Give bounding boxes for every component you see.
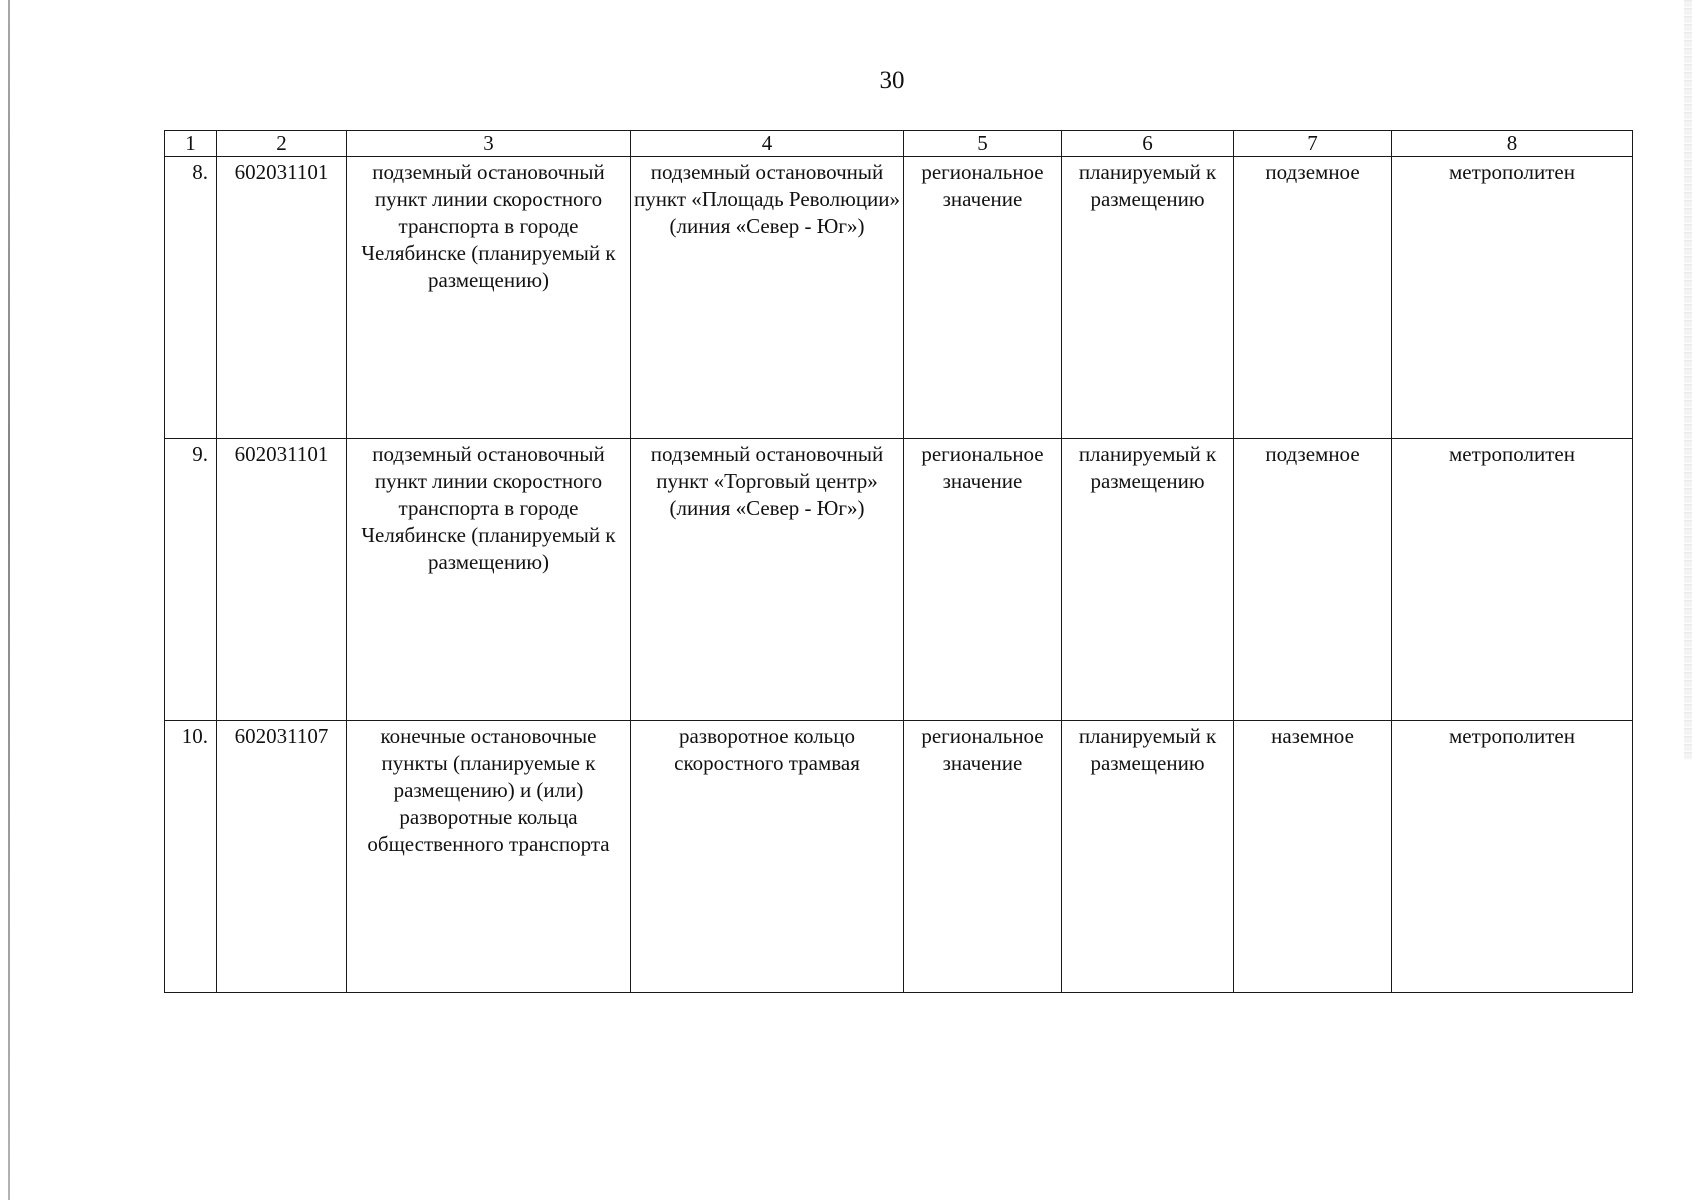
column-number-8: 8: [1392, 131, 1633, 157]
object-code: 602031101: [217, 157, 347, 439]
table-row: [165, 439, 1633, 721]
table-row: [165, 721, 1633, 993]
object-type: подземный остановочный пункт линии скоростного транспорта в городе Челябинске (планируемый к размещению): [347, 439, 631, 721]
row-number: 10.: [165, 721, 217, 993]
object-placement: наземное: [1234, 721, 1392, 993]
object-category: метрополитен: [1392, 439, 1633, 721]
object-status: планируемый к размещению: [1062, 721, 1234, 993]
object-category: метрополитен: [1392, 157, 1633, 439]
objects-table: [164, 130, 1633, 993]
object-name: подземный остановочный пункт «Площадь Революции» (линия «Север - Юг»): [631, 157, 904, 439]
scan-right-edge: [1684, 0, 1692, 760]
column-number-row: [165, 131, 1633, 157]
column-number-5: 5: [904, 131, 1062, 157]
object-category: метрополитен: [1392, 721, 1633, 993]
object-status: планируемый к размещению: [1062, 439, 1234, 721]
object-type: конечные остановочные пункты (планируемые к размещению) и (или) разворотные кольца общественного транспорта: [347, 721, 631, 993]
scan-left-edge: [8, 0, 10, 1200]
object-significance: региональное значение: [904, 439, 1062, 721]
row-number: 9.: [165, 439, 217, 721]
object-code: 602031107: [217, 721, 347, 993]
object-status: планируемый к размещению: [1062, 157, 1234, 439]
object-placement: подземное: [1234, 157, 1392, 439]
column-number-7: 7: [1234, 131, 1392, 157]
object-code: 602031101: [217, 439, 347, 721]
table-row: [165, 157, 1633, 439]
page-number: 30: [879, 67, 905, 94]
column-number-2: 2: [217, 131, 347, 157]
column-number-1: 1: [165, 131, 217, 157]
object-placement: подземное: [1234, 439, 1392, 721]
object-name: разворотное кольцо скоростного трамвая: [631, 721, 904, 993]
column-number-6: 6: [1062, 131, 1234, 157]
object-name: подземный остановочный пункт «Торговый центр» (линия «Север - Юг»): [631, 439, 904, 721]
column-number-3: 3: [347, 131, 631, 157]
object-type: подземный остановочный пункт линии скоростного транспорта в городе Челябинске (планируемый к размещению): [347, 157, 631, 439]
row-number: 8.: [165, 157, 217, 439]
object-significance: региональное значение: [904, 157, 1062, 439]
object-significance: региональное значение: [904, 721, 1062, 993]
column-number-4: 4: [631, 131, 904, 157]
